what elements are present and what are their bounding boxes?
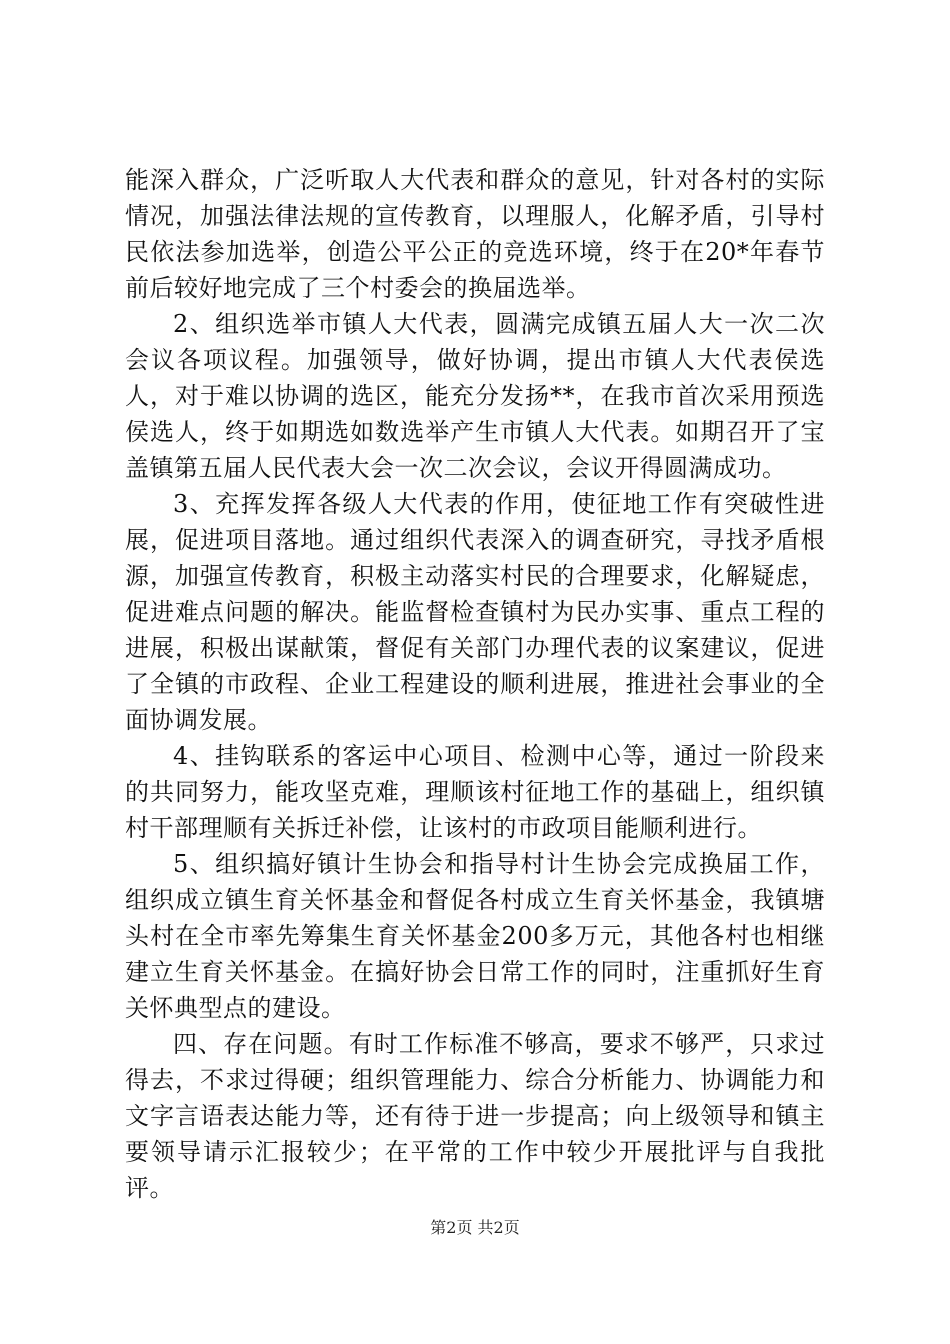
page-number-footer: 第2页 共2页 (430, 1218, 520, 1237)
paragraph-item-3: 3、充挥发挥各级人大代表的作用，使征地工作有突破性进展，促进项目落地。通过组织代表深入的调查研究，寻找矛盾根源，加强宣传教育，积极主动落实村民的合理要求，化解疑虑，促进难点问题的解决。能监督检查镇村为民办实事、重点工程的进展，积极出谋献策，督促有关部门办理代表的议案建议，促进了全镇的市政程、企业工程建设的顺利进展，推进社会事业的全面协调发展。 (125, 490, 825, 734)
paragraph-section-four: 四、存在问题。有时工作标准不够高，要求不够严，只求过得去，不求过得硬；组织管理能力、综合分析能力、协调能力和文字言语表达能力等，还有待于进一步提高；向上级领导和镇主要领导请示汇报较少；在平常的工作中较少开展批评与自我批评。 (125, 1030, 825, 1202)
paragraph-item-4: 4、挂钩联系的客运中心项目、检测中心等，通过一阶段来的共同努力，能攻坚克难，理顺该村征地工作的基础上，组织镇村干部理顺有关拆迁补偿，让该村的市政项目能顺利进行。 (125, 742, 825, 842)
document-body (125, 162, 825, 1206)
paragraph-continuation: 能深入群众，广泛听取人大代表和群众的意见，针对各村的实际情况，加强法律法规的宣传教育，以理服人，化解矛盾，引导村民依法参加选举，创造公平公正的竞选环境，终于在20*年春节前后较好地完成了三个村委会的换届选举。 (125, 166, 825, 302)
paragraph-item-5: 5、组织搞好镇计生协会和指导村计生协会完成换届工作，组织成立镇生育关怀基金和督促各村成立生育关怀基金，我镇塘头村在全市率先筹集生育关怀基金200多万元，其他各村也相继建立生育关怀基金。在搞好协会日常工作的同时，注重抓好生育关怀典型点的建设。 (125, 850, 825, 1022)
paragraph-item-2: 2、组织选举市镇人大代表，圆满完成镇五届人大一次二次会议各项议程。加强领导，做好协调，提出市镇人大代表侯选人，对于难以协调的选区，能充分发扬**，在我市首次采用预选侯选人，终于如期选如数选举产生市镇人大代表。如期召开了宝盖镇第五届人民代表大会一次二次会议，会议开得圆满成功。 (125, 310, 825, 482)
